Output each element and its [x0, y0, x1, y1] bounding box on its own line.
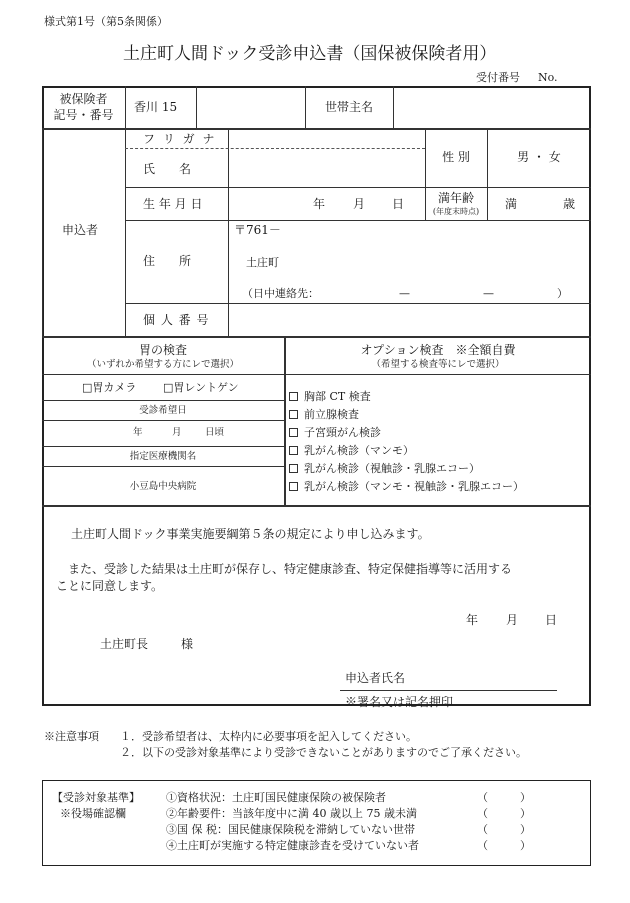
- insured-number-value[interactable]: 香川 15: [134, 100, 178, 114]
- checkbox-icon[interactable]: [289, 410, 298, 419]
- signature-line: [340, 690, 557, 691]
- age-note: (年度末時点): [432, 207, 480, 216]
- desired-month-unit: 月: [172, 427, 182, 438]
- option-exam-title: オプション検査 ※全額自費: [360, 343, 516, 357]
- furigana-input[interactable]: [229, 129, 424, 147]
- divider: [425, 128, 426, 220]
- check-close-paren: ）: [520, 839, 531, 852]
- declaration-para2-line1: また、受診した結果は土庄町が保存し、特定健康診査、特定保健指導等に活用する: [68, 562, 513, 576]
- age-label: 満年齢: [437, 191, 474, 205]
- divider: [125, 220, 591, 221]
- contact-close-paren: ）: [557, 287, 568, 300]
- address-town[interactable]: 土庄町: [246, 256, 279, 269]
- criteria-item: ③国 保 税：国民健康保険税を滞納していない世帯: [166, 823, 415, 836]
- divider: [42, 336, 591, 338]
- criteria-subtitle: ※役場確認欄: [60, 807, 126, 820]
- declaration-year: 年: [466, 613, 479, 627]
- birth-year-unit: 年: [313, 197, 326, 211]
- option-item[interactable]: 乳がん検診（視触診・乳腺エコー）: [289, 463, 480, 474]
- address-label: 住 所: [143, 254, 192, 268]
- birth-day-unit: 日: [392, 197, 405, 211]
- institution-label: 指定医療機関名: [129, 451, 197, 462]
- criteria-item: ④土庄町が実施する特定健康診査を受けていない者: [166, 839, 419, 852]
- contact-dash-1: —: [399, 287, 410, 300]
- notes-label: ※注意事項: [44, 730, 99, 743]
- page-title: 土庄町人間ドック受診申込書（国保被保険者用）: [123, 44, 497, 64]
- applicant-name-label: 申込者氏名: [345, 671, 406, 685]
- birthdate-label: 生 年 月 日: [143, 197, 203, 211]
- desired-day-unit: 日頃: [205, 427, 225, 438]
- divider: [42, 374, 284, 375]
- stomach-exam-title: 胃の検査: [138, 343, 187, 357]
- my-number-input[interactable]: [229, 304, 589, 335]
- option-exam-note: （希望する検査等にレで選択）: [371, 359, 505, 370]
- check-close-paren: ）: [520, 807, 531, 820]
- insured-label-line2: 記号・番号: [53, 108, 114, 122]
- declaration-day: 日: [545, 613, 558, 627]
- divider: [125, 86, 126, 336]
- birth-month-unit: 月: [353, 197, 366, 211]
- household-head-label: 世帯主名: [324, 100, 373, 114]
- sex-options[interactable]: 男 ・ 女: [517, 150, 561, 164]
- checkbox-icon[interactable]: [289, 392, 298, 401]
- divider: [285, 374, 591, 375]
- applicant-section-label: 申込者: [62, 223, 99, 237]
- divider: [125, 148, 425, 149]
- applicant-name-input[interactable]: [420, 664, 555, 688]
- reception-label: 受付番号: [476, 71, 520, 84]
- name-label: 氏 名: [143, 162, 192, 176]
- institution-value: 小豆島中央病院: [129, 481, 197, 492]
- daytime-contact-label: （日中連絡先：: [242, 287, 319, 300]
- desired-year-unit: 年: [133, 427, 143, 438]
- name-input[interactable]: [229, 150, 424, 186]
- option-item[interactable]: 乳がん検診（マンモ）: [289, 445, 414, 456]
- divider: [487, 128, 488, 220]
- checkbox-icon[interactable]: [289, 428, 298, 437]
- checkbox-icon[interactable]: [289, 482, 298, 491]
- check-open-paren: （: [477, 823, 488, 836]
- divider: [42, 420, 284, 421]
- checkbox-icon[interactable]: [289, 446, 298, 455]
- divider: [42, 505, 591, 507]
- declaration-para2-line2: ことに同意します。: [56, 579, 164, 593]
- criteria-item: ①資格状況：土庄町国民健康保険の被保険者: [166, 791, 386, 804]
- option-item[interactable]: 胸部 CT 検査: [289, 391, 371, 402]
- option-item[interactable]: 乳がん検診（マンモ・視触診・乳腺エコー）: [289, 481, 524, 492]
- divider: [125, 187, 591, 188]
- contact-dash-2: —: [483, 287, 494, 300]
- reception-no: No.: [538, 71, 558, 84]
- age-suffix: 歳: [563, 197, 576, 211]
- option-item[interactable]: 前立腺検査: [289, 409, 359, 420]
- desired-date-label: 受診希望日: [139, 405, 187, 416]
- form-number: 様式第1号（第5条関係）: [44, 15, 168, 28]
- addressee: 土庄町長: [100, 637, 149, 651]
- stomach-exam-note: （いずれか希望する方にレで選択）: [86, 359, 239, 370]
- sex-label: 性 別: [442, 150, 470, 164]
- divider: [42, 466, 284, 467]
- checkbox-icon[interactable]: [289, 464, 298, 473]
- age-prefix: 満: [505, 197, 518, 211]
- honorific: 様: [181, 637, 194, 651]
- divider: [42, 400, 284, 401]
- check-close-paren: ）: [520, 791, 531, 804]
- divider: [42, 446, 284, 447]
- check-open-paren: （: [477, 807, 488, 820]
- divider: [42, 128, 43, 336]
- note-item-1: １．受診希望者は、太枠内に必要事項を記入してください。: [120, 730, 417, 743]
- postal-code[interactable]: 〒761－: [234, 223, 281, 237]
- furigana-label: フ リ ガ ナ: [143, 132, 217, 146]
- criteria-item: ②年齢要件：当該年度中に満 40 歳以上 75 歳未満: [166, 807, 417, 820]
- check-open-paren: （: [477, 791, 488, 804]
- declaration-month: 月: [506, 613, 519, 627]
- divider: [393, 86, 394, 128]
- criteria-title: 【受診対象基準】: [52, 791, 140, 804]
- my-number-label: 個 人 番 号: [143, 313, 210, 327]
- note-item-2: ２．以下の受診対象基準により受診できないことがありますのでご了承ください。: [120, 746, 527, 759]
- check-close-paren: ）: [520, 823, 531, 836]
- gastroscopy-checkbox[interactable]: □胃カメラ: [82, 381, 137, 394]
- option-item[interactable]: 子宮頸がん検診: [289, 427, 381, 438]
- insured-label-line1: 被保険者: [59, 92, 108, 106]
- barium-xray-checkbox[interactable]: □胃レントゲン: [163, 381, 239, 394]
- seal-note: ※署名又は記名押印: [345, 695, 454, 709]
- check-open-paren: （: [477, 839, 488, 852]
- declaration-para1: 土庄町人間ドック事業実施要綱第５条の規定により申し込みます。: [71, 527, 430, 541]
- divider: [196, 86, 197, 128]
